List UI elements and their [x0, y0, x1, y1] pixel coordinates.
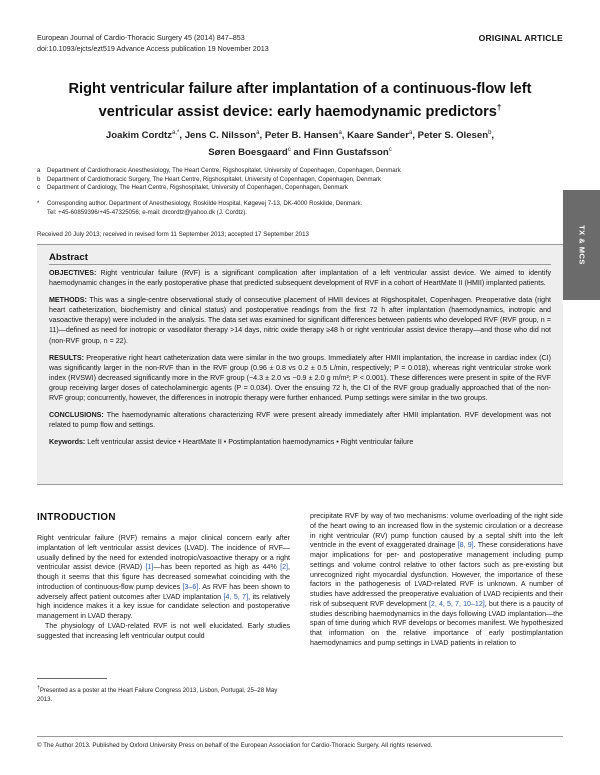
author-list — [60, 126, 540, 160]
paragraph-text: , but there is a paucity of studies describing haemodynamics in the days following LVAD implantation—the span of time during which RVF develops or becomes manifest. We hypothesized that information on the relative importance of early postimplantation haemodynamics and pump settings in LVAD patients in relation to — [310, 599, 563, 647]
author-line-2 — [60, 143, 540, 160]
author-separator: , — [179, 130, 185, 142]
correspondence-row — [37, 200, 547, 217]
journal-line: European Journal of Cardio-Thoracic Surgery 45 (2014) 847–853 — [37, 33, 245, 42]
abstract-top-rule — [37, 244, 563, 245]
author-affiliation-mark: b — [488, 130, 492, 136]
abstract-section — [49, 295, 551, 345]
affiliation-mark: a — [37, 167, 41, 174]
abstract-heading-rule — [49, 264, 551, 265]
footnote-mark: † — [37, 685, 40, 691]
author-separator: and — [290, 147, 314, 159]
citation-link[interactable]: [4, 5, 7] — [223, 592, 249, 601]
author-name: Søren Boesgaard — [208, 147, 288, 159]
paragraph-text: Right ventricular failure (RVF) remains a major clinical concern early after implantation of left ventricular assist devices (LVAD). The incidence of RVF—usually defined by the need for extended inotropic/vasoactive therapy or a right ventricular assist device (RVAD) — [37, 534, 290, 572]
abstract-section-label: RESULTS: — [49, 353, 84, 362]
affiliation-text: Department of Cardiothoracic Surgery, The Heart Centre, Rigshospitalet, University of Copenhagen, Copenhagen, Denmark — [47, 175, 382, 183]
author-name: Peter S. Olesen — [417, 130, 489, 142]
author-name: Peter B. Hansen — [264, 130, 339, 142]
keywords — [49, 437, 551, 447]
abstract-bottom-rule — [37, 484, 563, 485]
author-affiliation-mark: a — [256, 130, 260, 136]
intro-paragraph-1 — [37, 534, 290, 622]
title-line-1: Right ventricular failure after implantation of a continuous-flow left — [68, 81, 532, 97]
received-dates: Received 20 July 2013; received in revised form 11 September 2013; accepted 17 September 2013 — [37, 231, 309, 238]
author-separator: , — [491, 130, 495, 142]
body-column-left — [37, 512, 290, 641]
citation-link[interactable]: [3–6] — [182, 582, 199, 591]
affiliation-mark: b — [37, 175, 41, 183]
copyright: © The Author 2013. Published by Oxford University Press on behalf of the European Association for Cardio-Thoracic Surgery. All rights reserved. — [37, 742, 433, 749]
abstract-heading: Abstract — [49, 252, 88, 263]
abstract-section-text: Preoperative right heart catheterization data were similar in the two groups. Immediately after HMII implantation, the increase in cardiac index (CI) was significantly larger in the non-RVF than in the RVF group (0.96 ± 0.8 vs 0.2 ± 0.5 L/min, respectively; P = 0.018), whereas right ventricular stroke work index (RVSWI) decreased significantly more in the RVF group (−4.3 ± 2.0 vs −0.9 ± 2.0 g m/m²; P < 0.001). These differences were present in spite of the RVF group receiving larger doses of catecholaminergic agents (P = 0.034). Over the ensuing 72 h, the CI of the RVF group gradually approached that of the non-RVF group; concurrently, however, the differences in inotropic therapy were further enhanced. Pump settings were similar in the two groups. — [49, 353, 551, 403]
citation-link[interactable]: [2, 4, 5, 7, 10–12] — [428, 599, 485, 608]
paragraph-text: . As RVF has been shown to adversely affect patient outcomes after LVAD implantation — [37, 582, 290, 601]
correspondence — [37, 200, 547, 217]
author-separator: , — [341, 130, 348, 142]
author-separator: , — [412, 130, 418, 142]
author-affiliation-mark: a,* — [172, 130, 180, 136]
abstract-body — [49, 268, 551, 454]
paragraph-text: —has been reported as high as 44% — [153, 563, 281, 572]
citation-link[interactable]: [1] — [145, 563, 154, 572]
title-line-2 — [40, 99, 560, 121]
author-line-1 — [60, 126, 540, 143]
affiliation-text: Department of Cardiology, The Heart Centre, Rigshospitalet, University of Copenhagen, Copenhagen, Denmark — [47, 184, 348, 192]
paragraph-text: , though it seems that this figure has decreased somewhat coinciding with the introduction of continuous-flow pump devices — [37, 563, 290, 591]
abstract-section-text: The haemodynamic alterations characterizing RVF were present already immediately after HMII implantation. RVF development was not related to pump flow and settings. — [49, 411, 551, 430]
author-name: Joakim Cordtz — [105, 130, 173, 142]
correspondence-text — [47, 200, 362, 217]
abstract-section — [49, 268, 551, 288]
side-tab-label: TX & MCS — [577, 225, 586, 265]
author-affiliation-mark: a — [338, 130, 342, 136]
author-name: Jens C. Nilsson — [184, 130, 257, 142]
correspondence-mark: * — [37, 200, 40, 207]
article-title — [40, 80, 560, 121]
keywords-label: Keywords: — [49, 438, 86, 447]
abstract-section-label: CONCLUSIONS: — [49, 411, 104, 420]
author-affiliation-mark: c — [388, 147, 392, 154]
copyright-rule — [37, 736, 563, 737]
keywords-text: Left ventricular assist device • HeartMate II • Postimplantation haemodynamics • Right ventricular failure — [85, 438, 414, 447]
author-name: Kaare Sander — [347, 130, 409, 142]
affiliation-row — [37, 184, 547, 193]
journal-citation — [37, 33, 269, 54]
intro-paragraph-2 — [37, 622, 290, 642]
author-name: Finn Gustafsson — [313, 147, 389, 159]
section-side-tab — [563, 190, 600, 300]
citation-link[interactable]: [2] — [280, 563, 289, 572]
body-column-right — [310, 512, 563, 649]
abstract-section-text: This was a single-centre observational study of consecutive placement of HMII devices at Rigshospitalet, Copenhagen. Preoperative data (right heart catheterization, biochemistry and clinical status) and postoperative readings from the first 72 h after implantation (haemodynamics, inotropic and vasoactive therapy) were included in the analysis. The data set was examined for significant differences between patients who developed RVF (RVF group, n = 11)—defined as need for inotropic or vasodilator therapy >14 days, nitric oxide therapy ≥48 h or right ventricular assist device therapy—and those who did not (non-RVF group, n = 22). — [49, 296, 551, 345]
affiliations — [37, 167, 547, 193]
paragraph-text: The physiology of LVAD-related RVF is not well elucidated. Early studies suggested that increasing left ventricular output could — [37, 621, 290, 640]
paragraph-text: . These considerations have major implications for per- and postoperative management including pump settings and volume control relative to other factors such as pre-existing but unrecognized right myocardial dysfunction. However, the importance of these factors in the pathogenesis of LVAD-related RVF is unknown. A number of studies have addressed the preoperative evaluation of LVAD recipients and their risk of subsequent RVF development — [310, 541, 563, 608]
abstract-section — [49, 353, 551, 403]
paragraph-text: precipitate RVF by way of two mechanisms: volume overloading of the right side of the heart owing to an increased flow in the systemic circulation or a decrease in right ventricular (RV) pump function caused by a septal shift into the left ventricle in the event of exaggerated drainage — [310, 512, 563, 550]
affiliation-row — [37, 167, 547, 176]
intro-paragraph-3 — [310, 512, 563, 649]
correspondence-line-1: Corresponding author. Department of Anesthesiology, Roskilde Hospital, Køgevej 7-13, DK-4000 Roskilde, Denmark. — [47, 200, 363, 207]
author-separator: , — [259, 130, 265, 142]
abstract-section-text: Right ventricular failure (RVF) is a significant complication after implantation of a left ventricular assist device. We aimed to identify haemodynamic changes in the early postoperative phase that predicted subsequent development of RVF in a cohort of HeartMate II (HMII) implanted patients. — [49, 269, 551, 288]
abstract-section-label: OBJECTIVES: — [49, 269, 97, 277]
section-label: ORIGINAL ARTICLE — [478, 33, 563, 43]
affiliation-mark: c — [37, 184, 41, 192]
correspondence-line-2: Tel: +45-60859396/+45-47325056; e-mail: drcordtz@yahoo.dk (J. Cordtz). — [47, 208, 247, 216]
affiliation-row — [37, 176, 547, 185]
author-affiliation-mark: a — [408, 130, 413, 136]
abstract-section-label: METHODS: — [49, 296, 87, 305]
footnote-rule — [37, 678, 107, 679]
title-footnote-mark: † — [496, 102, 502, 112]
doi-line: doi:10.1093/ejcts/ezt519 Advance Access publication 19 November 2013 — [37, 43, 269, 53]
footnote-text: Presented as a poster at the Heart Failure Congress 2013, Lisbon, Portugal, 25–28 May 2013. — [37, 687, 278, 703]
citation-link[interactable]: [8, 9] — [457, 541, 474, 550]
abstract-section — [49, 410, 551, 430]
author-affiliation-mark: c — [287, 147, 291, 154]
paragraph-text: , its relatively high incidence makes it a key issue for candidate selection and postoperative management in LVAD therapy. — [37, 592, 290, 620]
abstract-sections — [49, 268, 551, 430]
introduction-heading: INTRODUCTION — [37, 512, 116, 523]
footnote — [37, 684, 290, 704]
affiliation-text: Department of Cardiothoracic Anesthesiology, The Heart Centre, Rigshospitalet, University of Copenhagen, Copenhagen, Denmark — [47, 167, 401, 174]
title-line-2-text: ventricular assist device: early haemodynamic predictors — [98, 103, 497, 120]
